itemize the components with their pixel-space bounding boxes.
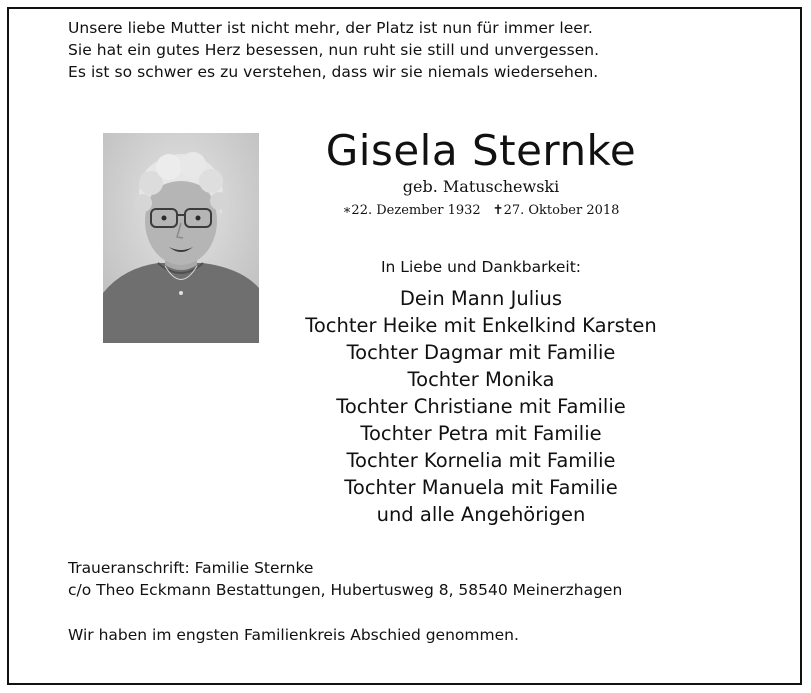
mourning-address: [68, 557, 622, 601]
poem-line: Sie hat ein gutes Herz besessen, nun ruht sie still und unvergessen.: [68, 41, 600, 59]
portrait-photo: [103, 133, 259, 343]
mourner-entry: Tochter Petra mit Familie: [360, 422, 602, 445]
birth-name: geb. Matuschewski: [402, 177, 560, 196]
address-line: c/o Theo Eckmann Bestattungen, Hubertusweg 8, 58540 Meinerzhagen: [68, 581, 623, 599]
mourners-list: [296, 285, 666, 528]
poem: [68, 17, 599, 83]
mourner-entry: Tochter Dagmar mit Familie: [346, 341, 616, 364]
mourner-entry: Tochter Heike mit Enkelkind Karsten: [305, 314, 657, 337]
poem-line: Unsere liebe Mutter ist nicht mehr, der Platz ist nun für immer leer.: [68, 19, 593, 37]
mourner-entry: Tochter Christiane mit Familie: [336, 395, 626, 418]
mourner-entry: Dein Mann Julius: [399, 287, 563, 310]
mourner-entry: und alle Angehörigen: [376, 503, 586, 526]
cross-icon: ✝: [492, 203, 504, 218]
deceased-name: Gisela Sternke: [325, 126, 637, 175]
address-line: Traueranschrift: Familie Sternke: [68, 559, 314, 577]
farewell-note: Wir haben im engsten Familienkreis Abschied genommen.: [68, 626, 519, 644]
poem-line: Es ist so schwer es zu verstehen, dass wir sie niemals wiedersehen.: [68, 63, 599, 81]
life-dates: [296, 201, 666, 221]
mourner-entry: Tochter Manuela mit Familie: [344, 476, 618, 499]
born-icon: ∗: [342, 203, 352, 218]
mourner-entry: Tochter Monika: [407, 368, 555, 391]
died-date: 27. Oktober 2018: [503, 203, 620, 218]
mourner-entry: Tochter Kornelia mit Familie: [346, 449, 616, 472]
born-date: 22. Dezember 1932: [351, 203, 481, 218]
mourners-intro: In Liebe und Dankbarkeit:: [380, 258, 582, 276]
